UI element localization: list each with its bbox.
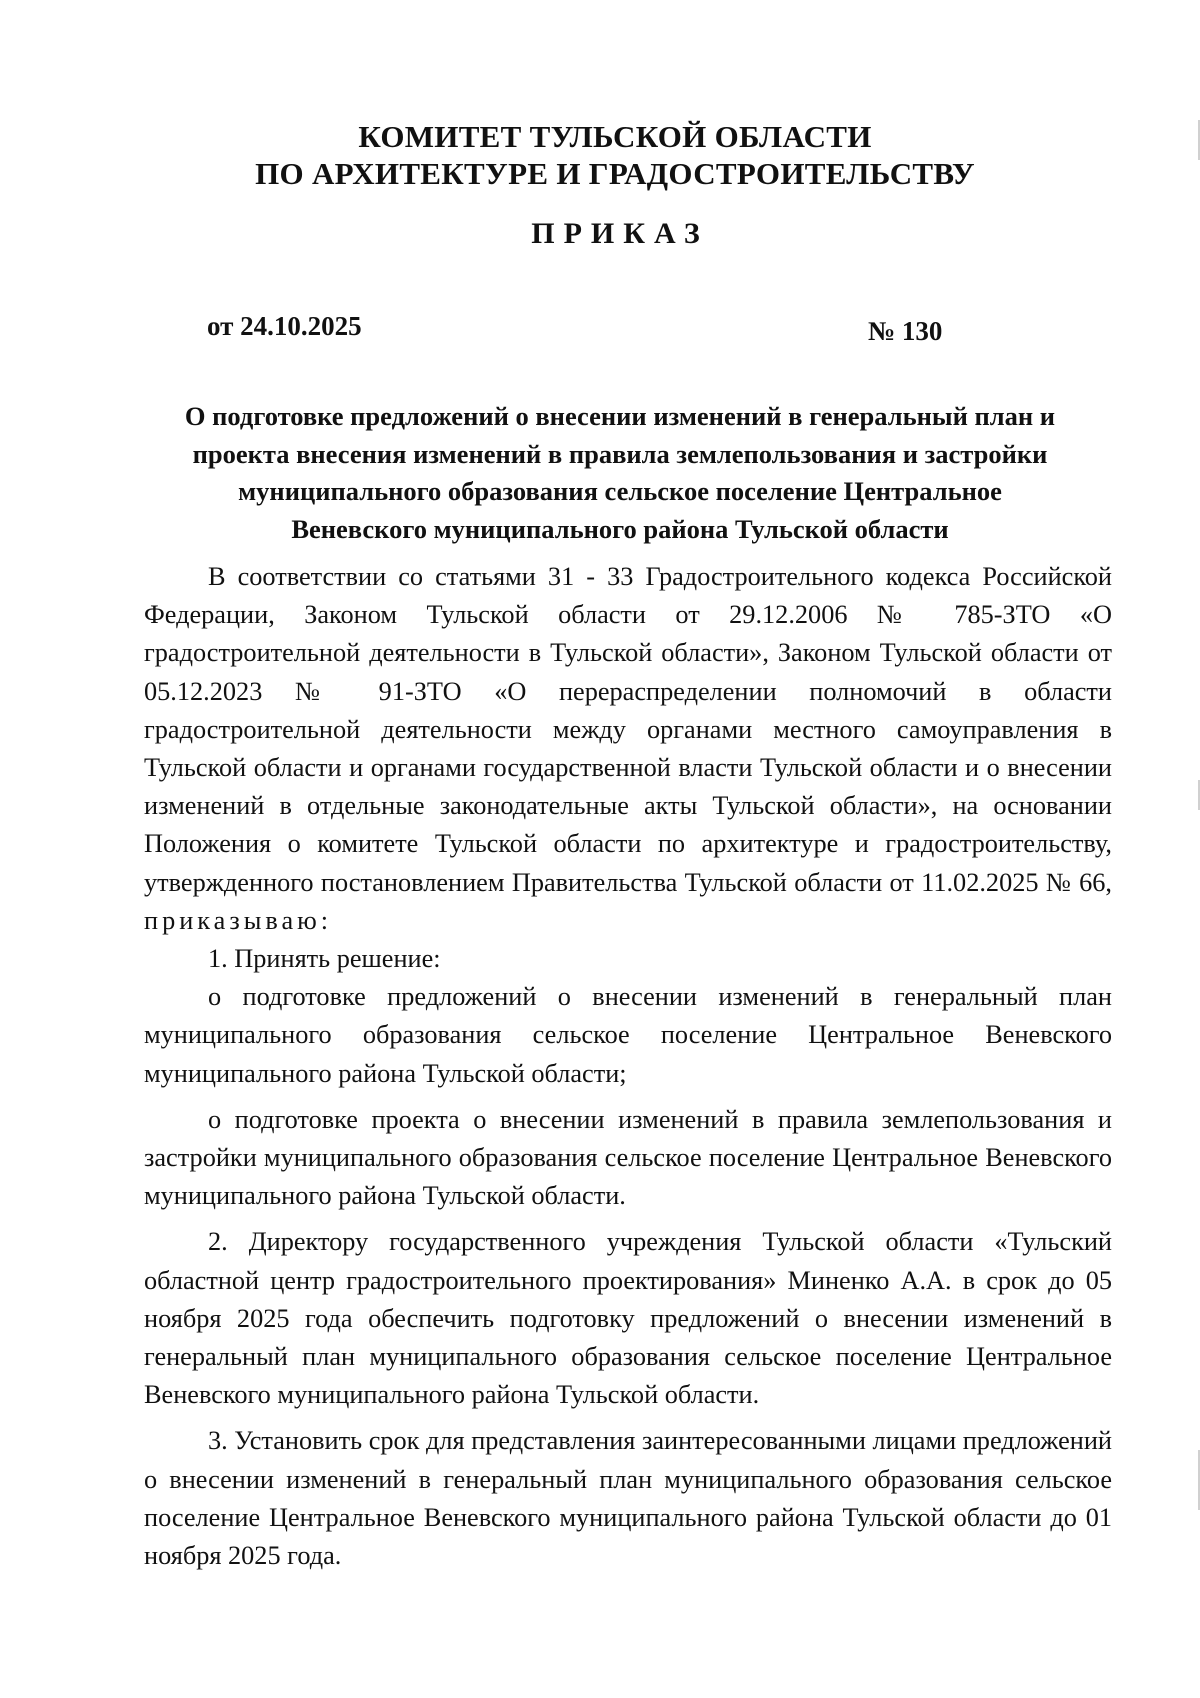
document-title-line-3: муниципального образования сельское поселение Центральное: [238, 476, 1002, 506]
document-title-line-1: О подготовке предложений о внесении изменений в генеральный план и: [184, 401, 1056, 431]
item-2-paragraph: 2. Директору государственного учреждения Тульской области «Тульский областной центр градостроительного проектирования» Миненко А.А. в срок до 05 ноября 2025 года обеспечить подготовку предложений о внесении изменений в генеральный план муниципального образования сельское поселение Центральное Веневского муниципального района Тульской области.: [144, 1227, 1112, 1410]
preamble-paragraph: [144, 558, 1112, 940]
document-body: [144, 558, 1112, 1575]
item-3-paragraph: 3. Установить срок для представления заинтересованными лицами предложений о внесении изменений в генеральный план муниципального образования сельское поселение Центральное Веневского муниципального района Тульской области до 01 ноября 2025 года.: [144, 1426, 1112, 1571]
document-date: от 24.10.2025: [207, 311, 362, 341]
item-1-heading: 1. Принять решение:: [208, 944, 441, 974]
document-title: [120, 398, 1120, 548]
order-word: приказываю:: [144, 905, 333, 935]
item-1-decision-zoning-rules: о подготовке проекта о внесении изменений в правила землепользования и застройки муниципального образования сельское поселение Центральное Веневского муниципального района Тульской области.: [144, 1104, 1112, 1211]
organization-name-line-1: КОМИТЕТ ТУЛЬСКОЙ ОБЛАСТИ: [358, 119, 872, 154]
organization-name-line-2: ПО АРХИТЕКТУРЕ И ГРАДОСТРОИТЕЛЬСТВУ: [255, 156, 975, 191]
organization-name: [0, 118, 1200, 192]
document-title-line-4: Веневского муниципального района Тульской области: [291, 513, 949, 544]
document-title-line-2: проекта внесения изменений в правила землепользования и застройки: [192, 438, 1048, 469]
item-1-decision-general-plan: о подготовке предложений о внесении изменений в генеральный план муниципального образования сельское поселение Центральное Веневского муниципального района Тульской области;: [144, 982, 1112, 1088]
document-type: ПРИКАЗ: [531, 217, 709, 250]
document-number: № 130: [868, 316, 943, 346]
preamble-text: В соответствии со статьями 31 - 33 Градостроительного кодекса Российской Федерации, Законом Тульской области от 29.12.2006 № 785-ЗТО «О градостроительной деятельности в Тульской области», Законом Тульской области от 05.12.2023 № 91-ЗТО «О перераспределении полномочий в области градостроительной деятельности между органами местного самоуправления в Тульской области и органами государственной власти Тульской области и о внесении изменений в отдельные законодательные акты Тульской области», на основании Положения о комитете Тульской области по архитектуре и градостроительству, утвержденного постановлением Правительства Тульской области от 11.02.2025 № 66,: [144, 562, 1112, 897]
